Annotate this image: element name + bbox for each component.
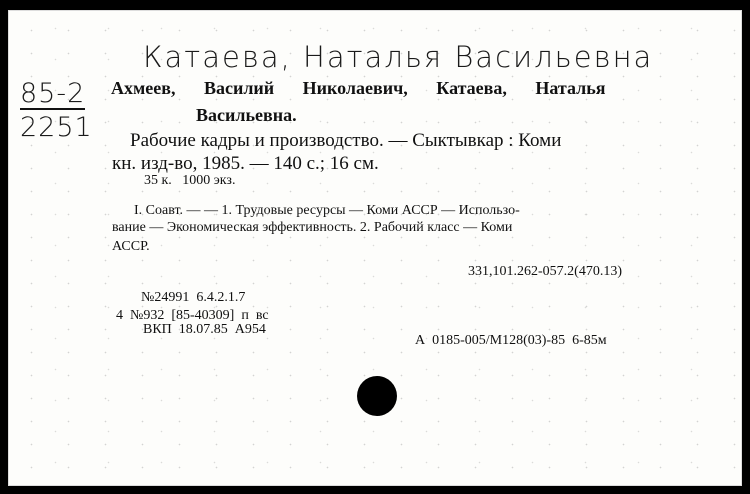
handwritten-name: Катаева, Наталья Васильевна <box>143 40 654 74</box>
subject-line-1: I. Соавт. — — 1. Трудовые ресурсы — Коми АССР — Использо- <box>134 203 520 218</box>
code-line: А 0185-005/М128(03)-85 6-85м <box>415 333 607 348</box>
title-line-1: Рабочие кадры и производство. — Сыктывкар : Коми <box>130 130 562 151</box>
catalog-card <box>8 10 742 486</box>
entry-heading-line-1: Ахмеев, Василий Николаевич, Катаева, Наталья <box>111 78 606 98</box>
vkp-line: ВКП 18.07.85 А954 <box>143 322 266 337</box>
order-line: 4 №932 [85-40309] п вс <box>116 308 269 323</box>
subject-line-2: вание — Экономическая эффективность. 2. Рабочий класс — Коми <box>112 220 513 235</box>
udc-classification: 331,101.262-057.2(470.13) <box>468 264 622 279</box>
record-number-line: №24991 6.4.2.1.7 <box>141 290 246 305</box>
title-line-2: кн. изд-во, 1985. — 140 с.; 16 см. <box>112 153 379 174</box>
price-line: 35 к. 1000 экз. <box>144 173 236 188</box>
punch-hole <box>357 376 397 416</box>
subject-line-3: АССР. <box>112 239 150 254</box>
shelfmark-bottom: 2251 <box>20 112 93 143</box>
shelfmark-top: 85-2 <box>20 78 86 109</box>
entry-heading-line-2: Васильевна. <box>196 105 297 125</box>
